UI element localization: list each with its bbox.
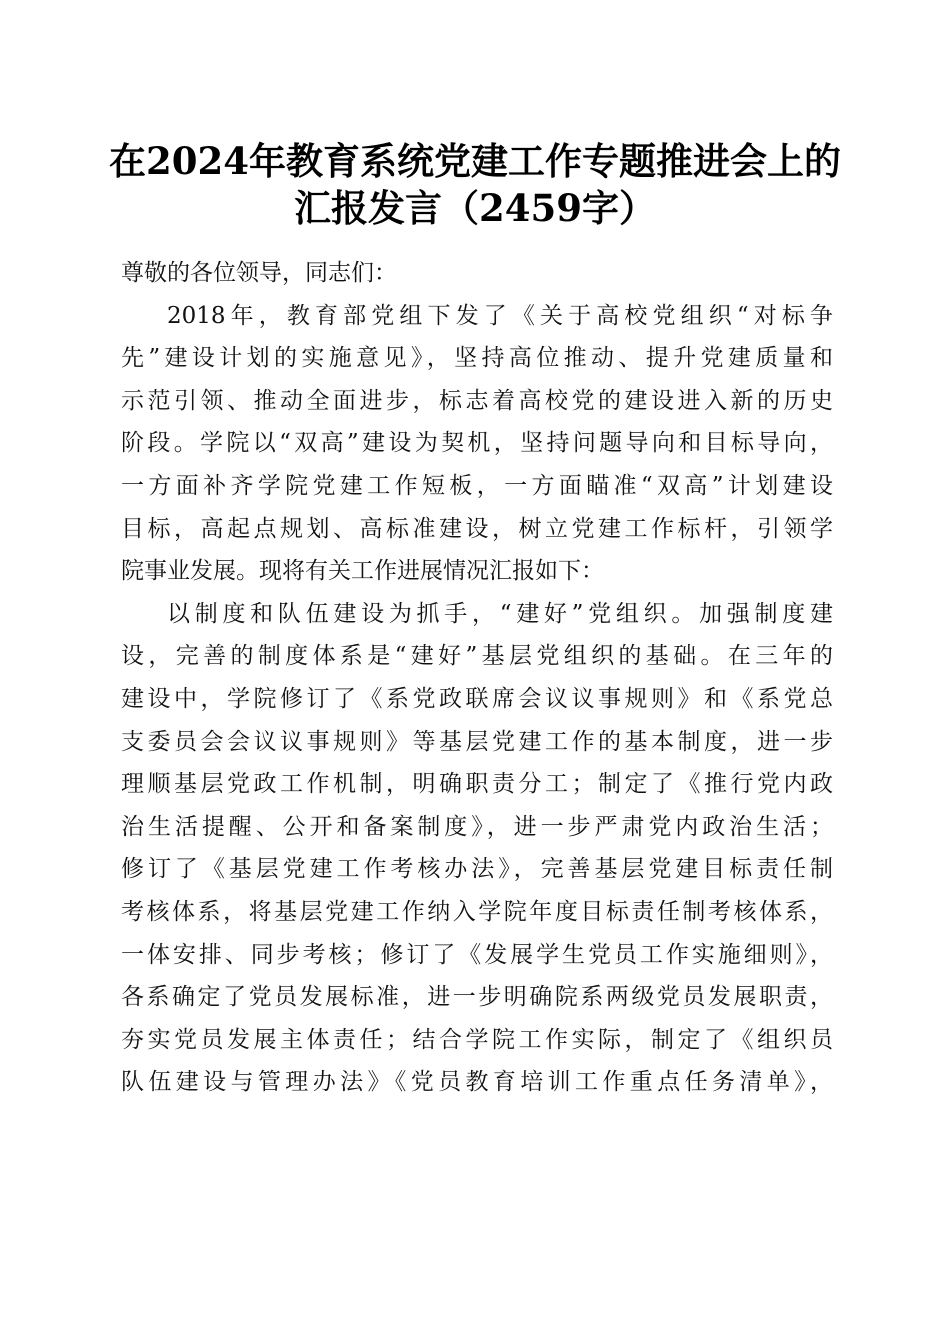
paragraph-line: 示范引领、推动全面进步，标志着高校党的建设进入新的历史 xyxy=(121,387,833,414)
paragraph-line: 目标，高起点规划、高标准建设，树立党建工作标杆，引领学 xyxy=(121,515,833,542)
document-body xyxy=(121,252,833,1104)
paragraph-line: 修订了《基层党建工作考核办法》，完善基层党建目标责任制 xyxy=(121,856,833,883)
paragraph-line: 2018年，教育部党组下发了《关于高校党组织“对标争 xyxy=(167,302,833,329)
paragraph-line: 以制度和队伍建设为抓手，“建好”党组织。加强制度建 xyxy=(167,600,833,627)
paragraph-line: 设，完善的制度体系是“建好”基层党组织的基础。在三年的 xyxy=(121,643,833,670)
salutation-line: 尊敬的各位领导，同志们： xyxy=(121,260,397,286)
paragraph-line: 支委员会会议议事规则》等基层党建工作的基本制度，进一步 xyxy=(121,728,833,755)
title-line-2: 汇报发言（2459字） xyxy=(294,186,656,230)
paragraph-line: 考核体系，将基层党建工作纳入学院年度目标责任制考核体系， xyxy=(121,898,833,925)
paragraph-2 xyxy=(121,593,833,1104)
paragraph-line: 一体安排、同步考核；修订了《发展学生党员工作实施细则》， xyxy=(121,941,833,968)
title-line-1: 在2024年教育系统党建工作专题推进会上的 xyxy=(109,139,841,183)
paragraph-line: 队伍建设与管理办法》《党员教育培训工作重点任务清单》， xyxy=(121,1069,833,1096)
paragraph-line: 建设中，学院修订了《系党政联席会议议事规则》和《系党总 xyxy=(121,685,833,712)
paragraph-line: 一方面补齐学院党建工作短板，一方面瞄准“双高”计划建设 xyxy=(121,472,833,499)
paragraph-line: 理顺基层党政工作机制，明确职责分工；制定了《推行党内政 xyxy=(121,771,833,798)
paragraph-line: 先”建设计划的实施意见》，坚持高位推动、提升党建质量和 xyxy=(121,345,833,372)
salutation xyxy=(121,252,833,295)
paragraph-line: 阶段。学院以“双高”建设为契机，坚持问题导向和目标导向， xyxy=(121,430,833,457)
paragraph-line: 治生活提醒、公开和备案制度》，进一步严肃党内政治生活； xyxy=(121,813,833,840)
document-title xyxy=(100,138,850,232)
paragraph-1 xyxy=(121,295,833,593)
paragraph-line: 院事业发展。现将有关工作进展情况汇报如下： xyxy=(121,558,604,585)
paragraph-line: 各系确定了党员发展标准，进一步明确院系两级党员发展职责， xyxy=(121,984,833,1011)
paragraph-line: 夯实党员发展主体责任；结合学院工作实际，制定了《组织员 xyxy=(121,1026,833,1053)
